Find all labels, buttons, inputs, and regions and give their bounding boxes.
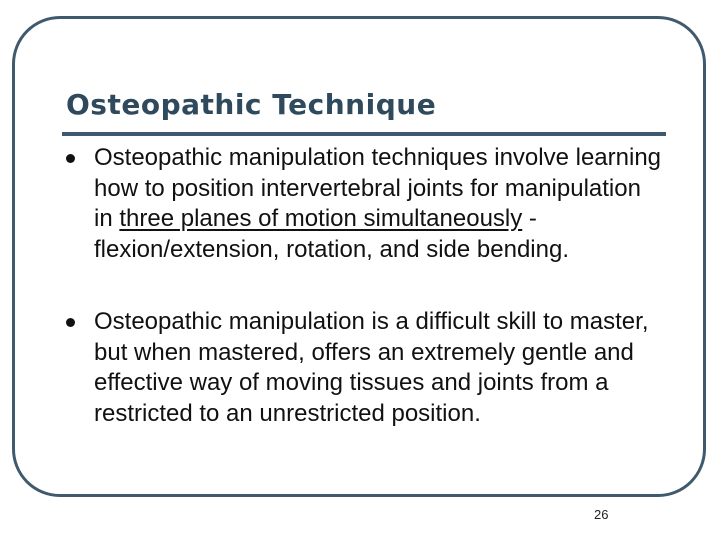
bullet-dot-icon [66, 154, 75, 163]
bullet-dot-icon [66, 318, 75, 327]
page-number: 26 [594, 507, 609, 522]
slide-title: Osteopathic Technique [66, 88, 437, 121]
bullet-text-underlined: three planes of motion simultaneously [119, 205, 523, 232]
bullet-text-segment: Osteopathic manipulation is a difficult skill to master, but when mastered, offers an extremely gentle and effective way of moving tissues and joints from a restricted to an unrestricted position. [94, 308, 649, 427]
bullet-list [62, 143, 662, 429]
bullet-text-segment: - [522, 205, 537, 232]
bullet-item [62, 307, 662, 429]
title-divider [62, 132, 666, 136]
bullet-text-segment: flexion/extension, rotation, and side bending. [94, 235, 569, 263]
bullet-text-segment: Osteopathic manipulation techniques involve learning how to position intervertebral joints for manipulation in [94, 144, 662, 232]
bullet-item [62, 143, 662, 265]
